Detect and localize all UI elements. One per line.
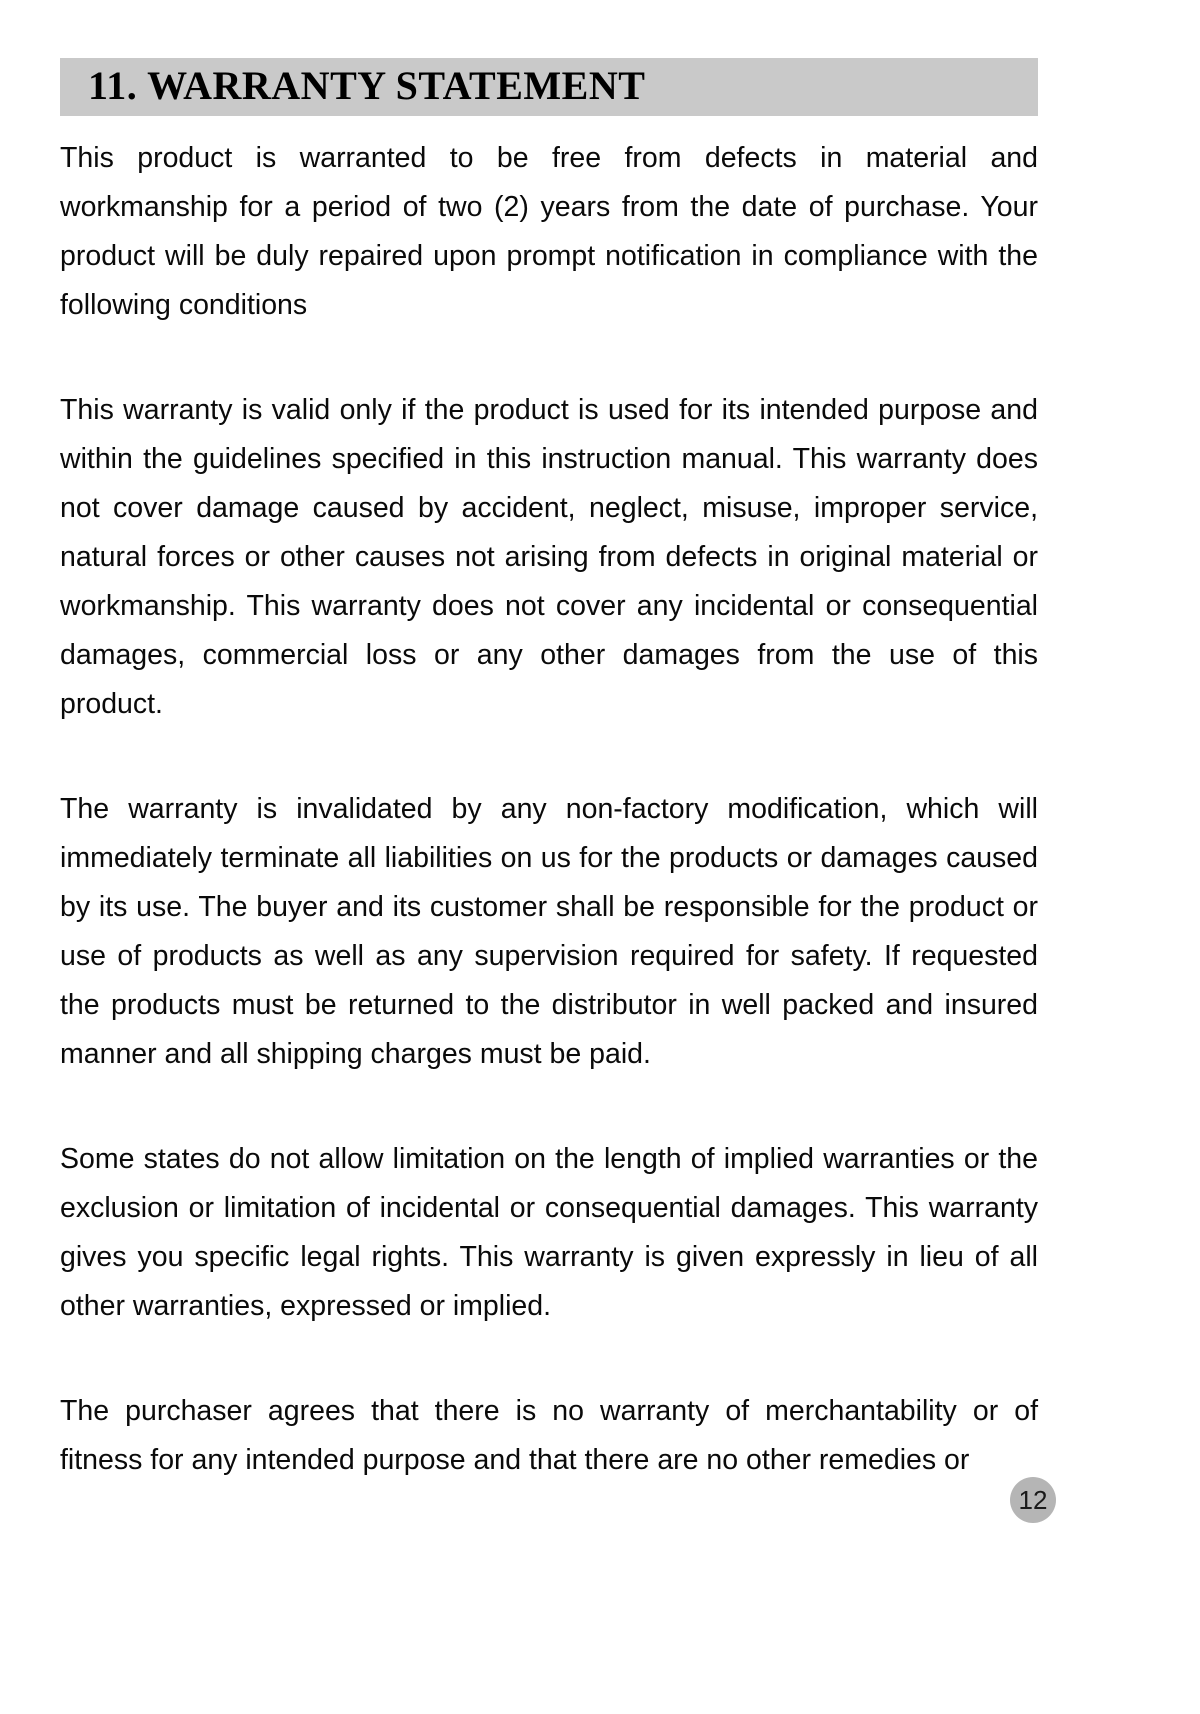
warranty-text [60, 134, 1038, 1485]
paragraph-3: The warranty is invalidated by any non-factory modification, which will immediately terminate all liabilities on us for the products or damages caused by its use. The buyer and its customer shall be responsible for the product or use of products as well as any supervision required for safety. If requested the products must be returned to the distributor in well packed and insured manner and all shipping charges must be paid. [60, 793, 1038, 1070]
paragraph-4: Some states do not allow limitation on the length of implied warranties or the exclusion or limitation of incidental or consequential damages. This warranty gives you specific legal rights. This warranty is given expressly in lieu of all other warranties, expressed or implied. [60, 1143, 1038, 1322]
paragraph-5: The purchaser agrees that there is no warranty of merchantability or of fitness for any intended purpose and that there are no other remedies or [60, 1395, 1038, 1476]
page-content [60, 58, 1038, 1485]
page-number-badge: 12 [1010, 1477, 1056, 1523]
paragraph-2: This warranty is valid only if the product is used for its intended purpose and within the guidelines specified in this instruction manual. This warranty does not cover damage caused by accident, neglect, misuse, improper service, natural forces or other causes not arising from defects in original material or workmanship. This warranty does not cover any incidental or consequential damages, commercial loss or any other damages from the use of this product. [60, 394, 1038, 720]
section-heading-banner [60, 58, 1038, 116]
section-title: 11. WARRANTY STATEMENT [88, 63, 646, 108]
paragraph-1: This product is warranted to be free from defects in material and workmanship for a period of two (2) years from the date of purchase. Your product will be duly repaired upon prompt notification in compliance with the following conditions [60, 142, 1038, 321]
